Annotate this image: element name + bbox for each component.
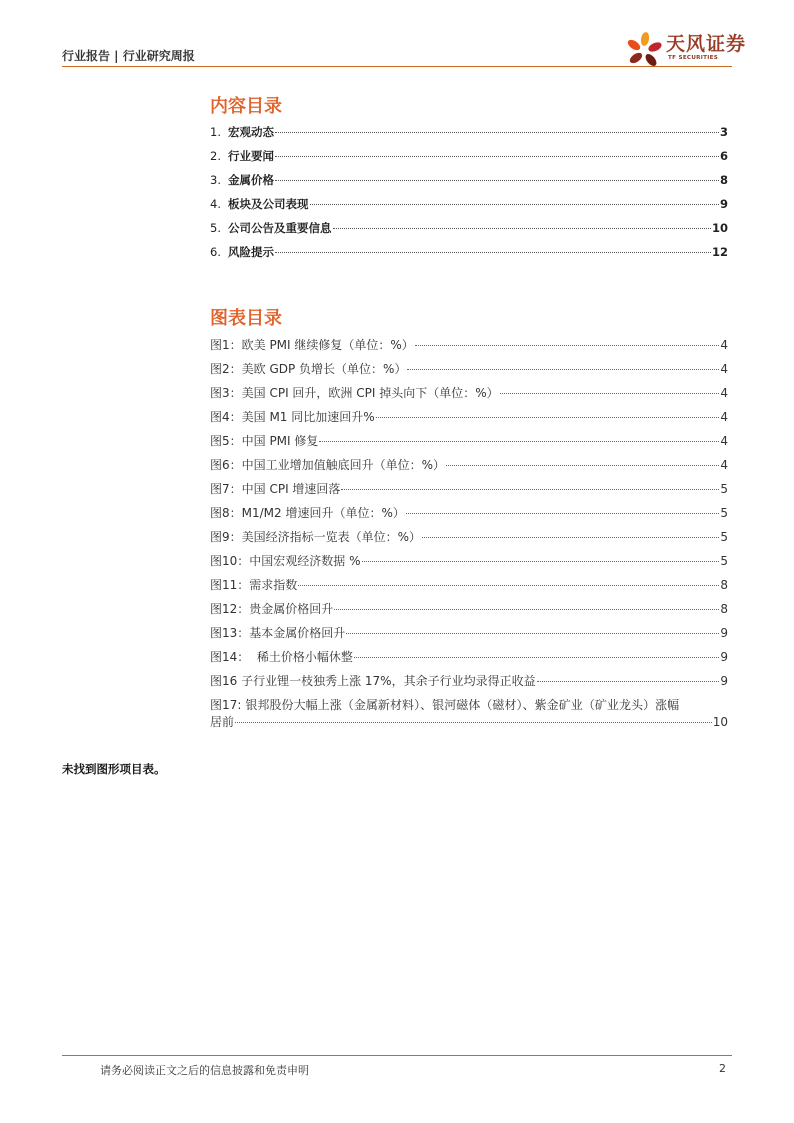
header-divider xyxy=(62,66,732,67)
figure-label: 图4：美国 M1 同比加速回升% xyxy=(210,410,375,424)
figure-page: 9 xyxy=(720,650,728,664)
dot-leader xyxy=(334,609,719,610)
figure-page: 4 xyxy=(720,434,728,448)
figure-label: 图7：中国 CPI 增速回落 xyxy=(210,482,341,496)
figure-page: 5 xyxy=(720,482,728,496)
page-number: 2 xyxy=(719,1062,726,1075)
toc-number: 1. xyxy=(210,125,221,139)
figure-entry[interactable] xyxy=(210,408,728,424)
toc-label: 宏观动态 xyxy=(228,125,274,139)
figure-entry[interactable] xyxy=(210,600,728,616)
toc-label: 板块及公司表现 xyxy=(228,197,309,211)
dot-leader xyxy=(500,393,720,394)
dot-leader xyxy=(376,417,720,418)
footer-divider xyxy=(62,1055,732,1056)
dot-leader xyxy=(275,180,719,181)
toc-label: 公司公告及重要信息 xyxy=(228,221,332,235)
figure-entry[interactable] xyxy=(210,480,728,496)
logo-chinese-name: 天风证券 xyxy=(666,33,747,55)
figure-entry[interactable] xyxy=(210,504,728,520)
figure-entry[interactable] xyxy=(210,528,728,544)
dot-leader xyxy=(275,252,711,253)
figure-entry[interactable] xyxy=(210,360,728,376)
dot-leader xyxy=(319,441,719,442)
footer-disclaimer: 请务必阅读正文之后的信息披露和免责申明 xyxy=(100,1064,309,1077)
figure-label: 图2：美欧 GDP 负增长（单位：%） xyxy=(210,362,407,376)
toc-number: 2. xyxy=(210,149,221,163)
toc-page: 10 xyxy=(711,221,728,235)
logo-english-name: TF SECURITIES xyxy=(668,55,719,61)
figure-entry[interactable] xyxy=(210,576,728,592)
figure-label: 图1：欧美 PMI 继续修复（单位：%） xyxy=(210,338,414,352)
figure-label-line1: 图17: 银邦股份大幅上涨（金属新材料）、银河磁体（磁材）、紫金矿业（矿业龙头）涨幅 xyxy=(210,698,680,712)
figure-page: 5 xyxy=(720,554,728,568)
toc-entry[interactable] xyxy=(210,196,728,212)
dot-leader xyxy=(446,465,719,466)
dot-leader xyxy=(298,585,719,586)
dot-leader xyxy=(275,132,719,133)
dot-leader xyxy=(537,681,720,682)
figure-entry[interactable] xyxy=(210,456,728,472)
figure-label: 图6：中国工业增加值触底回升（单位：%） xyxy=(210,458,446,472)
figure-label: 图10：中国宏观经济数据 % xyxy=(210,554,361,568)
dot-leader xyxy=(341,489,719,490)
figure-page: 10 xyxy=(712,715,728,729)
figure-page: 4 xyxy=(720,362,728,376)
figure-page: 4 xyxy=(720,338,728,352)
dot-leader xyxy=(235,722,712,723)
toc-page: 8 xyxy=(719,173,728,187)
figure-entry-wrapped[interactable] xyxy=(210,696,728,729)
figure-label: 图9：美国经济指标一览表（单位：%） xyxy=(210,530,422,544)
dot-leader xyxy=(415,345,720,346)
toc-entry[interactable] xyxy=(210,172,728,188)
figure-page: 4 xyxy=(720,410,728,424)
figure-entry[interactable] xyxy=(210,672,728,688)
figure-label: 图5：中国 PMI 修复 xyxy=(210,434,319,448)
figure-page: 5 xyxy=(720,530,728,544)
no-figure-table-note: 未找到图形项目表。 xyxy=(62,762,166,776)
figure-label: 图3：美国 CPI 回升，欧洲 CPI 掉头向下（单位：%） xyxy=(210,386,499,400)
toc-label: 风险提示 xyxy=(228,245,274,259)
dot-leader xyxy=(422,537,719,538)
contents-title: 内容目录 xyxy=(210,96,282,117)
report-breadcrumb: 行业报告 | 行业研究周报 xyxy=(62,49,195,63)
dot-leader xyxy=(362,561,720,562)
toc-page: 9 xyxy=(719,197,728,211)
toc-entry[interactable] xyxy=(210,148,728,164)
flower-logo-icon xyxy=(624,28,666,70)
figure-entry[interactable] xyxy=(210,336,728,352)
figure-page: 4 xyxy=(720,386,728,400)
figure-page: 9 xyxy=(720,674,728,688)
figure-label: 图16 子行业锂一枝独秀上涨 17%，其余子行业均录得正收益 xyxy=(210,674,536,688)
figure-label: 图11：需求指数 xyxy=(210,578,298,592)
figure-page: 9 xyxy=(720,626,728,640)
figure-label: 图12：贵金属价格回升 xyxy=(210,602,334,616)
dot-leader xyxy=(407,369,719,370)
figure-entry[interactable] xyxy=(210,648,728,664)
figure-label: 图14： 稀土价格小幅休整 xyxy=(210,650,353,664)
figures-title: 图表目录 xyxy=(210,308,282,329)
figure-label-line2-row xyxy=(210,713,728,729)
toc-label: 金属价格 xyxy=(228,173,274,187)
dot-leader xyxy=(406,513,719,514)
figure-label: 图8：M1/M2 增速回升（单位：%） xyxy=(210,506,405,520)
figure-entry[interactable] xyxy=(210,432,728,448)
figure-page: 8 xyxy=(720,602,728,616)
toc-number: 5. xyxy=(210,221,221,235)
dot-leader xyxy=(333,228,711,229)
figure-page: 5 xyxy=(720,506,728,520)
figure-label-line2: 居前 xyxy=(210,715,235,729)
toc-page: 6 xyxy=(719,149,728,163)
figure-label: 图13：基本金属价格回升 xyxy=(210,626,346,640)
dot-leader xyxy=(346,633,719,634)
toc-entry[interactable] xyxy=(210,124,728,140)
toc-page: 3 xyxy=(719,125,728,139)
toc-entry[interactable] xyxy=(210,220,728,236)
toc-entry[interactable] xyxy=(210,244,728,260)
toc-number: 3. xyxy=(210,173,221,187)
tf-securities-logo xyxy=(624,28,747,70)
dot-leader xyxy=(275,156,719,157)
toc-number: 6. xyxy=(210,245,221,259)
figure-page: 4 xyxy=(720,458,728,472)
figure-entry[interactable] xyxy=(210,624,728,640)
dot-leader xyxy=(310,204,719,205)
toc-number: 4. xyxy=(210,197,221,211)
dot-leader xyxy=(354,657,719,658)
figure-entry[interactable] xyxy=(210,552,728,568)
toc-label: 行业要闻 xyxy=(228,149,274,163)
figure-page: 8 xyxy=(720,578,728,592)
figure-entry[interactable] xyxy=(210,384,728,400)
toc-page: 12 xyxy=(711,245,728,259)
